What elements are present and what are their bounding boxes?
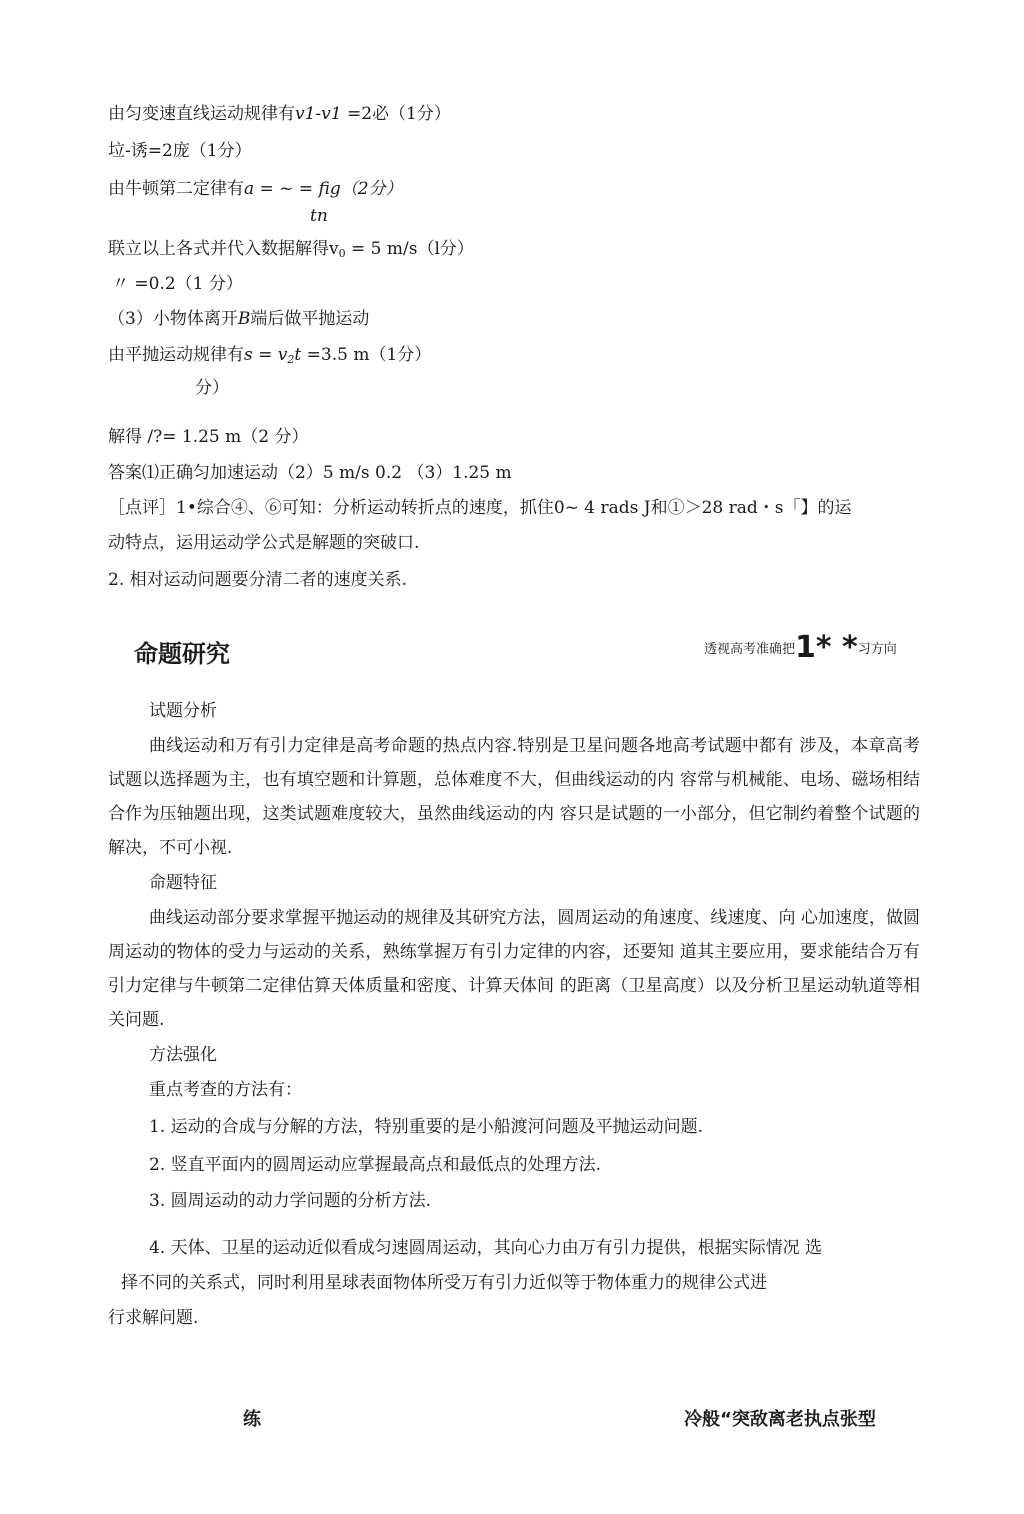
equation: =3.5 m（1分） xyxy=(301,345,432,365)
formula: v1-v1 xyxy=(295,104,342,124)
solution-line-8: 分） xyxy=(195,378,229,398)
solution-line-1 xyxy=(108,102,451,126)
answer-line: 答案⑴正确匀加速运动（2）5 m/s 0.2 （3）1.25 m xyxy=(108,463,512,483)
tagline-text: 透视高考准确把 xyxy=(704,642,796,657)
text: 端后做平抛运动 xyxy=(250,309,370,329)
text: 由平抛运动规律有 xyxy=(108,345,244,365)
text: 联立以上各式并代入数据解得v xyxy=(108,239,339,259)
section-tagline xyxy=(704,630,897,665)
comment-line-1: ［点评］1•综合④、⑥可知：分析运动转折点的速度，抓住0~ 4 rads J和①＞28 rad・s「】的运 xyxy=(108,498,852,518)
solution-line-6 xyxy=(108,307,369,331)
symbol: B xyxy=(237,309,251,329)
heading-methods: 方法强化 xyxy=(149,1045,217,1065)
equation: =2必（1分） xyxy=(341,104,451,124)
comment-line-3: 2. 相对运动问题要分清二者的速度关系. xyxy=(108,570,408,590)
subscript: 0 xyxy=(338,247,346,260)
solution-line-2: 垃-诱=2庞（1分） xyxy=(108,141,252,161)
text: （3）小物体离开 xyxy=(108,309,238,329)
solution-line-7 xyxy=(108,343,431,372)
method-item-4: 4. 天体、卫星的运动近似看成匀速圆周运动，其向心力由万有引力提供，根据实际情况 选 xyxy=(149,1238,823,1258)
fraction-denominator: tn xyxy=(310,206,328,226)
footer-left: 练 xyxy=(243,1409,261,1430)
formula: s = v xyxy=(244,345,288,365)
paragraph-analysis: 曲线运动和万有引力定律是高考命题的热点内容.特别是卫星问题各地高考试题中都有 涉及，本章高考试题以选择题为主，也有填空题和计算题，总体难度不大，但曲线运动的内 容常与机械能、电场、磁场相结合作为压轴题出现，这类试题难度较大，虽然曲线运动的内 容只是试题的一小部分，但它制约着整个试题的解决，不可小视. xyxy=(108,736,920,858)
text: = 5 m/s（l分） xyxy=(345,239,474,259)
heading-features: 命题特征 xyxy=(149,873,217,893)
method-item-1: 1. 运动的合成与分解的方法，特别重要的是小船渡河问题及平抛运动问题. xyxy=(149,1117,704,1137)
method-item-4-cont: 择不同的关系式，同时利用星球表面物体所受万有引力近似等于物体重力的规律公式进 xyxy=(121,1273,767,1293)
method-item-4-end: 行求解问题. xyxy=(108,1308,199,1328)
solution-line-3 xyxy=(108,177,403,201)
comment-line-2: 动特点，运用运动学公式是解题的突破口. xyxy=(108,533,420,553)
subscript: 2 xyxy=(287,353,295,366)
section-title: 命题研究 xyxy=(134,640,230,668)
formula: t xyxy=(294,345,302,365)
formula: a = ~ = fig（2分） xyxy=(244,179,403,199)
text: 由匀变速直线运动规律有 xyxy=(108,104,295,124)
solution-line-9: 解得 /?= 1.25 m（2 分） xyxy=(108,427,309,447)
paragraph-features: 曲线运动部分要求掌握平抛运动的规律及其研究方法，圆周运动的角速度、线速度、向 心加速度，做圆周运动的物体的受力与运动的关系，熟练掌握万有引力定律的内容，还要知 道其主要应用，要求能结合万有引力定律与牛顿第二定律估算天体质量和密度、计算天体间 的距离（卫星高度）以及分析卫星运动轨道等相关问题. xyxy=(108,908,920,1030)
solution-line-4 xyxy=(108,237,474,266)
text: 由牛顿第二定律有 xyxy=(108,179,244,199)
tagline-big: 1* * xyxy=(795,630,858,665)
heading-analysis: 试题分析 xyxy=(149,701,217,721)
method-item-3: 3. 圆周运动的动力学问题的分析方法. xyxy=(149,1191,432,1211)
solution-line-5: 〃 =0.2（1 分） xyxy=(112,274,243,294)
footer-right: 冷般“突敌离老执点张型 xyxy=(684,1409,876,1430)
tagline-text: 习方向 xyxy=(857,642,897,657)
method-item-2: 2. 竖直平面内的圆周运动应掌握最高点和最低点的处理方法. xyxy=(149,1155,602,1175)
methods-intro: 重点考查的方法有： xyxy=(149,1080,302,1100)
